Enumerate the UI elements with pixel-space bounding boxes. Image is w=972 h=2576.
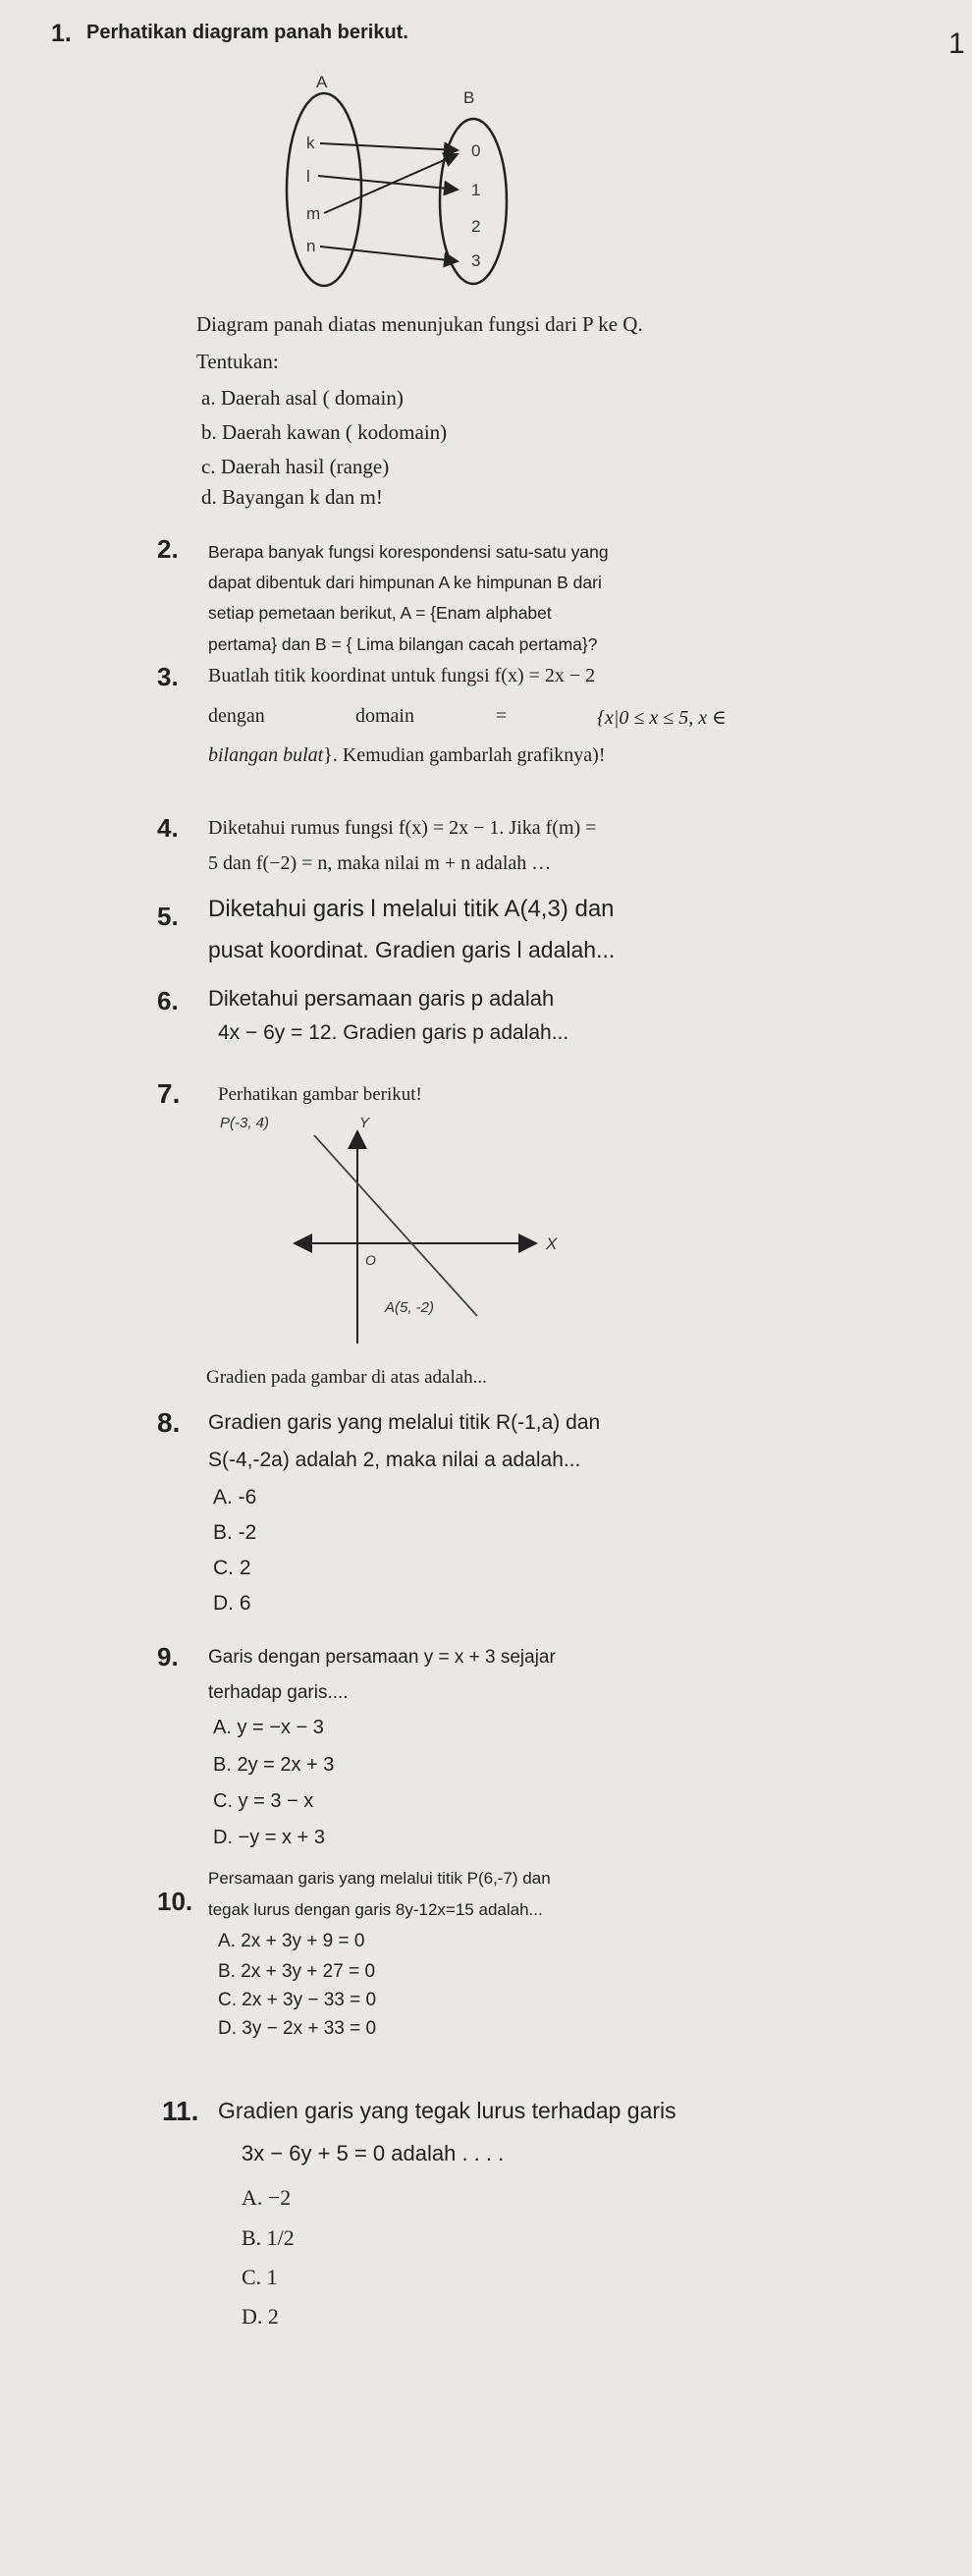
q11-line-2: 3x − 6y + 5 = 0 adalah . . . . bbox=[242, 2141, 505, 2165]
q3-number: 3. bbox=[157, 662, 179, 691]
codomain-item-1: 1 bbox=[471, 181, 481, 199]
q10-option-d: D. 3y − 2x + 33 = 0 bbox=[218, 2018, 377, 2039]
q1-text: Perhatikan diagram panah berikut. bbox=[86, 22, 408, 43]
q3-line-1: Buatlah titik koordinat untuk fungsi f(x) = 2x − 2 bbox=[208, 665, 596, 686]
q7-text: Perhatikan gambar berikut! bbox=[218, 1084, 422, 1105]
codomain-item-2: 2 bbox=[471, 217, 481, 236]
q9-option-b: B. 2y = 2x + 3 bbox=[213, 1754, 335, 1776]
page-number: 1 bbox=[948, 27, 965, 60]
q10-option-b: B. 2x + 3y + 27 = 0 bbox=[218, 1961, 376, 1982]
q3-line-3 bbox=[208, 744, 606, 767]
q2-line-4: pertama} dan B = { Lima bilangan cacah pertama}? bbox=[208, 634, 598, 654]
q4-line-2: 5 dan f(−2) = n, maka nilai m + n adalah … bbox=[208, 852, 552, 874]
domain-item-n: n bbox=[306, 237, 316, 255]
q1-item-b: b. Daerah kawan ( kodomain) bbox=[201, 420, 448, 444]
origin-label: O bbox=[365, 1252, 376, 1268]
q11-option-d: D. 2 bbox=[242, 2304, 279, 2329]
q7-number: 7. bbox=[157, 1078, 181, 1109]
q7-caption: Gradien pada gambar di atas adalah... bbox=[206, 1367, 487, 1388]
q9-number: 9. bbox=[157, 1642, 179, 1672]
q8-option-c: C. 2 bbox=[213, 1557, 251, 1579]
q4-line-1: Diketahui rumus fungsi f(x) = 2x − 1. Jika f(m) = bbox=[208, 817, 597, 839]
line-graph bbox=[218, 1108, 571, 1353]
q10-line-2: tegak lurus dengan garis 8y-12x=15 adalah... bbox=[208, 1900, 543, 1919]
arrow-k-0 bbox=[320, 143, 458, 150]
set-a-label: A bbox=[316, 73, 328, 91]
q6-number: 6. bbox=[157, 986, 179, 1015]
q2-number: 2. bbox=[157, 534, 179, 564]
arrow-l-1 bbox=[318, 176, 458, 190]
q5-number: 5. bbox=[157, 902, 179, 931]
arrow-m-0 bbox=[324, 154, 458, 213]
q3-line-2-d: {x|0 ≤ x ≤ 5, x ∈ bbox=[597, 707, 727, 729]
point-p-label: P(-3, 4) bbox=[220, 1115, 270, 1131]
domain-item-k: k bbox=[306, 134, 315, 152]
q1-prompt: Tentukan: bbox=[196, 350, 279, 373]
q1-item-c: c. Daerah hasil (range) bbox=[201, 455, 390, 478]
q2-line-3: setiap pemetaan berikut, A = {Enam alphabet bbox=[208, 603, 552, 623]
q2-line-1: Berapa banyak fungsi korespondensi satu-satu yang bbox=[208, 542, 609, 562]
q4-number: 4. bbox=[157, 813, 179, 843]
arrow-n-3 bbox=[320, 247, 458, 261]
point-a-label: A(5, -2) bbox=[385, 1299, 435, 1316]
q3-line-2-b: domain bbox=[355, 705, 414, 727]
q1-caption: Diagram panah diatas menunjukan fungsi dari P ke Q. bbox=[196, 312, 643, 336]
q8-line-1: Gradien garis yang melalui titik R(-1,a) dan bbox=[208, 1411, 601, 1434]
q1-item-a: a. Daerah asal ( domain) bbox=[201, 386, 404, 410]
q5-line-2: pusat koordinat. Gradien garis l adalah... bbox=[208, 937, 616, 962]
q10-line-1: Persamaan garis yang melalui titik P(6,-7) dan bbox=[208, 1869, 551, 1888]
graph-line bbox=[314, 1135, 477, 1316]
q9-line-1: Garis dengan persamaan y = x + 3 sejajar bbox=[208, 1647, 556, 1668]
q9-option-a: A. y = −x − 3 bbox=[213, 1717, 324, 1738]
q9-option-d: D. −y = x + 3 bbox=[213, 1827, 325, 1848]
q10-option-a: A. 2x + 3y + 9 = 0 bbox=[218, 1931, 365, 1951]
q10-option-c: C. 2x + 3y − 33 = 0 bbox=[218, 1990, 377, 2010]
codomain-item-0: 0 bbox=[471, 141, 481, 160]
q9-line-2: terhadap garis.... bbox=[208, 1682, 349, 1703]
y-axis-label: Y bbox=[359, 1115, 370, 1131]
q3-line-3-italic: bilangan bulat bbox=[208, 744, 324, 766]
q8-number: 8. bbox=[157, 1407, 181, 1438]
q3-line-2-a: dengan bbox=[208, 705, 265, 727]
q11-number: 11. bbox=[162, 2096, 199, 2126]
set-a-oval bbox=[287, 93, 361, 286]
q9-option-c: C. y = 3 − x bbox=[213, 1790, 314, 1812]
q8-option-d: D. 6 bbox=[213, 1592, 251, 1615]
q10-number: 10. bbox=[157, 1887, 193, 1916]
q8-line-2: S(-4,-2a) adalah 2, maka nilai a adalah... bbox=[208, 1449, 581, 1471]
q6-line-1: Diketahui persamaan garis p adalah bbox=[208, 986, 555, 1011]
q11-option-c: C. 1 bbox=[242, 2265, 278, 2289]
q8-option-b: B. -2 bbox=[213, 1521, 257, 1544]
q5-line-1: Diketahui garis l melalui titik A(4,3) dan bbox=[208, 896, 615, 922]
arrow-diagram bbox=[285, 64, 511, 300]
q1-number: 1. bbox=[51, 20, 72, 47]
x-axis-label: X bbox=[546, 1234, 558, 1253]
q11-line-1: Gradien garis yang tegak lurus terhadap garis bbox=[218, 2098, 676, 2123]
q2-line-2: dapat dibentuk dari himpunan A ke himpunan B dari bbox=[208, 573, 602, 592]
q6-line-2: 4x − 6y = 12. Gradien garis p adalah... bbox=[218, 1021, 569, 1044]
domain-item-m: m bbox=[306, 204, 321, 223]
q11-option-a: A. −2 bbox=[242, 2185, 292, 2210]
set-b-label: B bbox=[463, 88, 475, 107]
q8-option-a: A. -6 bbox=[213, 1486, 257, 1508]
domain-item-l: l bbox=[306, 167, 310, 186]
q3-line-2-c: = bbox=[496, 705, 508, 727]
q1-item-d: d. Bayangan k dan m! bbox=[201, 485, 383, 509]
q11-option-b: B. 1/2 bbox=[242, 2225, 295, 2250]
codomain-item-3: 3 bbox=[471, 251, 481, 270]
q3-line-3-rest: }. Kemudian gambarlah grafiknya)! bbox=[323, 744, 606, 766]
